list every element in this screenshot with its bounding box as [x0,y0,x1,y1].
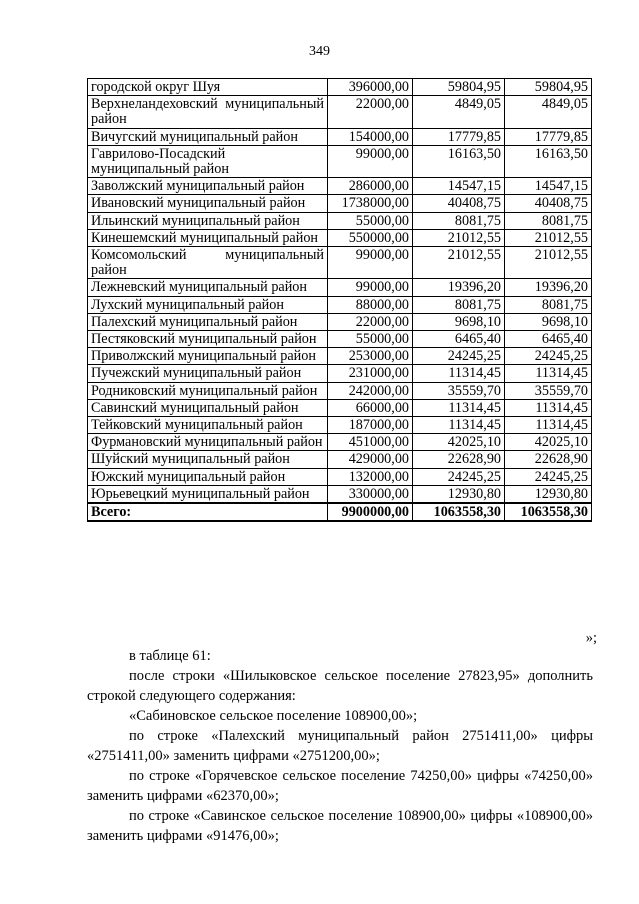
amount-cell-2: 11314,45 [413,417,505,434]
amount-cell-3: 35559,70 [505,382,592,399]
amount-cell-3: 11314,45 [505,417,592,434]
amount-cell-3: 11314,45 [505,365,592,382]
amount-cell-3: 12930,80 [505,485,592,503]
amount-cell-2: 19396,20 [413,279,505,296]
total-amount-cell-2: 1063558,30 [413,503,505,521]
amount-cell-2: 14547,15 [413,178,505,195]
total-amount-cell-3: 1063558,30 [505,503,592,521]
amount-cell-2: 4849,05 [413,96,505,128]
amount-cell-3: 42025,10 [505,434,592,451]
amount-cell-3: 21012,55 [505,247,592,279]
paragraph: после строки «Шилыковское сельское поселение 27823,95» дополнить строкой следующего содержания: [87,668,593,704]
amount-cell-2: 24245,25 [413,348,505,365]
amount-cell-3: 9698,10 [505,313,592,330]
municipality-name-cell: Ивановский муниципальный район [88,195,328,212]
amount-cell-3: 40408,75 [505,195,592,212]
amount-cell-1: 99000,00 [328,279,413,296]
amount-cell-3: 24245,25 [505,468,592,485]
municipality-name-cell: Комсомольский муниципальный район [88,247,328,279]
amount-cell-1: 253000,00 [328,348,413,365]
table-row [88,229,592,246]
amount-cell-3: 4849,05 [505,96,592,128]
municipality-name-cell: Лежневский муниципальный район [88,279,328,296]
amount-cell-3: 17779,85 [505,128,592,145]
page-number: 349 [309,44,330,59]
table-row [88,434,592,451]
municipality-name-cell: Заволжский муниципальный район [88,178,328,195]
amount-cell-1: 1738000,00 [328,195,413,212]
amount-cell-2: 21012,55 [413,229,505,246]
table-row [88,79,592,96]
table-row [88,279,592,296]
amount-cell-1: 99000,00 [328,145,413,177]
amount-cell-3: 8081,75 [505,296,592,313]
municipality-name-cell: Вичугский муниципальный район [88,128,328,145]
amount-cell-1: 99000,00 [328,247,413,279]
amount-cell-2: 24245,25 [413,468,505,485]
amount-cell-2: 8081,75 [413,212,505,229]
table-row [88,485,592,503]
table-row [88,195,592,212]
table-row [88,212,592,229]
municipality-name-cell: Тейковский муниципальный район [88,417,328,434]
amount-cell-1: 88000,00 [328,296,413,313]
table-row [88,331,592,348]
table-row [88,348,592,365]
amount-cell-2: 22628,90 [413,451,505,468]
amount-cell-1: 55000,00 [328,212,413,229]
municipality-name-cell: Пучежский муниципальный район [88,365,328,382]
amount-cell-1: 550000,00 [328,229,413,246]
amount-cell-2: 40408,75 [413,195,505,212]
table-row [88,128,592,145]
table-row [88,417,592,434]
amount-cell-3: 11314,45 [505,399,592,416]
amount-cell-1: 154000,00 [328,128,413,145]
amount-cell-1: 451000,00 [328,434,413,451]
municipality-name-cell: Пестяковский муниципальный район [88,331,328,348]
municipality-name-cell: Савинский муниципальный район [88,399,328,416]
municipality-name-cell: Родниковский муниципальный район [88,382,328,399]
municipality-name-cell: Приволжский муниципальный район [88,348,328,365]
amount-cell-1: 429000,00 [328,451,413,468]
municipality-name-cell: Гаврилово-Посадский муниципальный район [88,145,328,177]
total-row [88,503,592,521]
municipality-name-cell: Юрьевецкий муниципальный район [88,485,328,503]
table-row [88,451,592,468]
amount-cell-1: 55000,00 [328,331,413,348]
amount-cell-2: 35559,70 [413,382,505,399]
amendment-text [87,646,593,846]
amount-cell-3: 19396,20 [505,279,592,296]
amount-cell-2: 9698,10 [413,313,505,330]
amount-cell-1: 231000,00 [328,365,413,382]
amount-cell-2: 11314,45 [413,365,505,382]
amount-cell-3: 59804,95 [505,79,592,96]
municipality-name-cell: Ильинский муниципальный район [88,212,328,229]
amount-cell-3: 22628,90 [505,451,592,468]
amount-cell-1: 396000,00 [328,79,413,96]
municipality-name-cell: Кинешемский муниципальный район [88,229,328,246]
paragraph: по строке «Палехский муниципальный район 2751411,00» цифры «2751411,00» заменить цифрами «2751200,00»; [87,728,593,764]
amount-cell-2: 59804,95 [413,79,505,96]
amount-cell-2: 42025,10 [413,434,505,451]
paragraph: по строке «Горячевское сельское поселение 74250,00» цифры «74250,00» заменить цифрами «62370,00»; [87,768,593,804]
amount-cell-1: 22000,00 [328,96,413,128]
amount-cell-1: 132000,00 [328,468,413,485]
table-row [88,178,592,195]
municipality-name-cell: городской округ Шуя [88,79,328,96]
municipality-name-cell: Лухский муниципальный район [88,296,328,313]
amount-cell-1: 242000,00 [328,382,413,399]
table-row [88,382,592,399]
amount-cell-2: 6465,40 [413,331,505,348]
amount-cell-3: 16163,50 [505,145,592,177]
paragraph: в таблице 61: [129,648,211,664]
closing-quote: »; [585,630,597,646]
table-row [88,96,592,128]
table-row [88,468,592,485]
amount-cell-3: 8081,75 [505,212,592,229]
amount-cell-2: 8081,75 [413,296,505,313]
municipality-name-cell: Фурмановский муниципальный район [88,434,328,451]
amount-cell-2: 21012,55 [413,247,505,279]
amount-cell-1: 22000,00 [328,313,413,330]
amount-cell-1: 187000,00 [328,417,413,434]
table-body [88,79,592,522]
paragraph: по строке «Савинское сельское поселение 108900,00» цифры «108900,00» заменить цифрами «91476,00»; [87,808,593,844]
amount-cell-1: 286000,00 [328,178,413,195]
table-row [88,247,592,279]
municipality-name-cell: Верхнеландеховский муниципальный район [88,96,328,128]
amount-cell-1: 330000,00 [328,485,413,503]
amount-cell-1: 66000,00 [328,399,413,416]
municipality-name-cell: Шуйский муниципальный район [88,451,328,468]
amount-cell-2: 17779,85 [413,128,505,145]
municipality-name-cell: Палехский муниципальный район [88,313,328,330]
paragraph: «Сабиновское сельское поселение 108900,00»; [129,708,418,724]
amount-cell-2: 12930,80 [413,485,505,503]
amount-cell-3: 6465,40 [505,331,592,348]
table-row [88,399,592,416]
allocation-table [87,78,592,522]
total-label-cell: Всего: [88,503,328,521]
table-row [88,313,592,330]
amount-cell-2: 11314,45 [413,399,505,416]
table-row [88,296,592,313]
table-row [88,145,592,177]
amount-cell-2: 16163,50 [413,145,505,177]
municipality-name-cell: Южский муниципальный район [88,468,328,485]
amount-cell-3: 24245,25 [505,348,592,365]
amount-cell-3: 14547,15 [505,178,592,195]
table-row [88,365,592,382]
amount-cell-3: 21012,55 [505,229,592,246]
total-amount-cell-1: 9900000,00 [328,503,413,521]
